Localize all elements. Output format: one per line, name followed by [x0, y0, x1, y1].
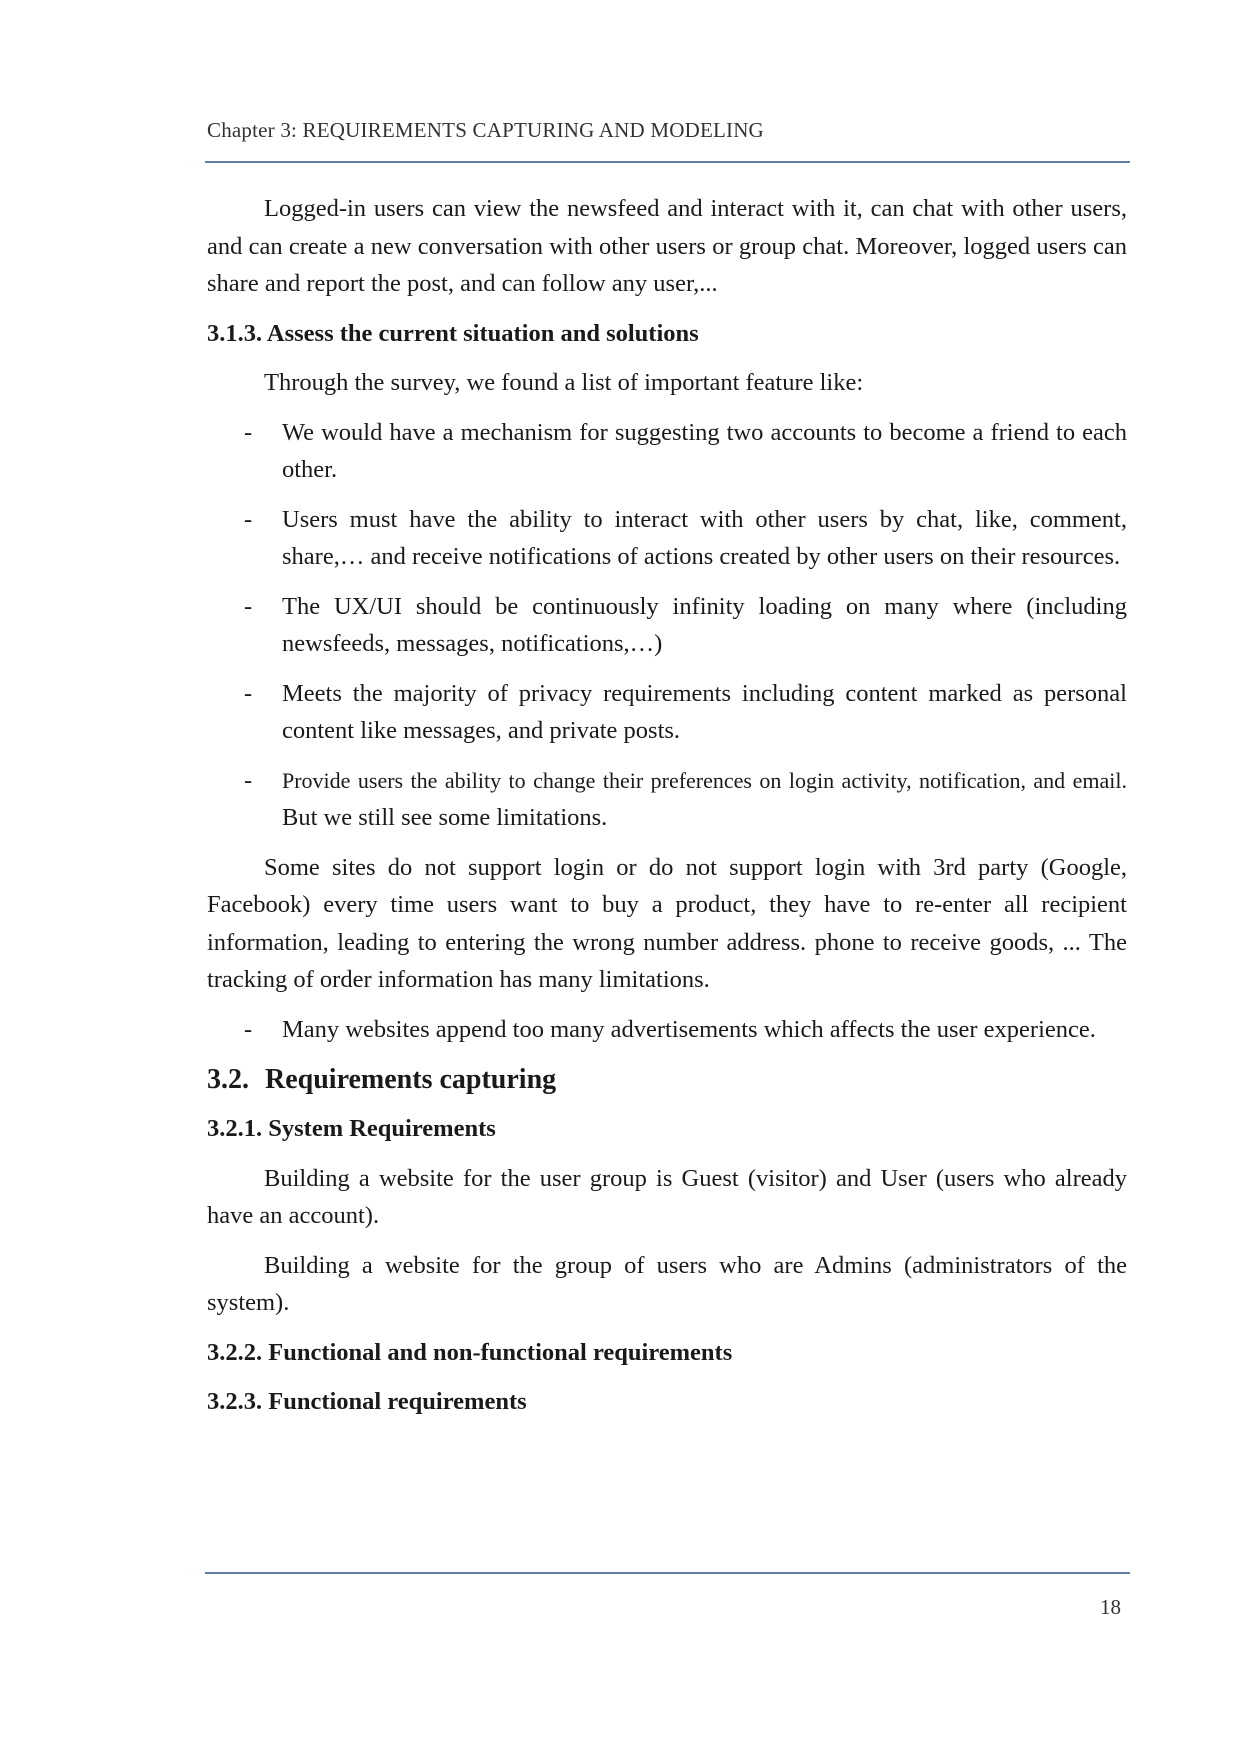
page-body — [207, 190, 1127, 1433]
heading-3-2 — [207, 1060, 1127, 1100]
feature-list — [207, 414, 1127, 837]
header-divider — [205, 161, 1130, 163]
list-item-text: We would have a mechanism for suggesting two accounts to become a friend to each other. — [282, 418, 1127, 483]
dash-bullet: - — [244, 505, 253, 533]
heading-3-2-3: 3.2.3. Functional requirements — [207, 1388, 527, 1415]
list-item-text-small: Provide users the ability to change their preferences on login activity, notification, and email. — [282, 767, 1127, 793]
heading-text: Requirements capturing — [265, 1064, 557, 1095]
list-item — [207, 675, 1127, 750]
paragraph-intro: Logged-in users can view the newsfeed and interact with it, can chat with other users, and can create a new conversation with other users or group chat. Moreover, logged users can share and report the post, and can follow any user,... — [207, 195, 1127, 297]
paragraph-guest: Building a website for the user group is Guest (visitor) and User (users who already have an account). — [207, 1164, 1127, 1229]
list-item — [207, 414, 1127, 489]
paragraph-limitations: Some sites do not support login or do not support login with 3rd party (Google, Facebook) every time users want to buy a product, they have to re-enter all recipient information, leading to entering the wrong number address. phone to receive goods, ... The tracking of order information has many limitations. — [207, 853, 1127, 993]
chapter-header: Chapter 3: REQUIREMENTS CAPTURING AND MODELING — [207, 118, 764, 142]
dash-bullet: - — [244, 418, 253, 446]
dash-bullet: - — [244, 592, 253, 620]
heading-number: 3.2. — [207, 1064, 249, 1095]
dash-bullet: - — [244, 679, 253, 707]
limitation-list — [207, 1011, 1127, 1049]
list-item — [207, 762, 1127, 837]
heading-3-1-3: 3.1.3. Assess the current situation and solutions — [207, 319, 699, 347]
dash-bullet: - — [244, 1015, 253, 1043]
list-item-text: Users must have the ability to interact with other users by chat, like, comment, share,… and receive notifications of actions created by other users on their resources. — [282, 505, 1127, 570]
dash-bullet: - — [244, 766, 253, 794]
paragraph-admin: Building a website for the group of users who are Admins (administrators of the system). — [207, 1251, 1127, 1316]
list-item-text: The UX/UI should be continuously infinity loading on many where (including newsfeeds, messages, notifications,…) — [282, 592, 1127, 657]
list-item — [207, 588, 1127, 663]
list-item — [207, 1011, 1127, 1049]
list-item-text: Many websites append too many advertisements which affects the user experience. — [282, 1015, 1096, 1043]
page-number: 18 — [1100, 1595, 1121, 1619]
list-item-text: But we still see some limitations. — [282, 804, 608, 831]
heading-3-2-2: 3.2.2. Functional and non-functional requirements — [207, 1338, 733, 1366]
list-item — [207, 501, 1127, 576]
footer-divider — [205, 1572, 1130, 1574]
paragraph-survey: Through the survey, we found a list of important feature like: — [264, 369, 864, 396]
heading-3-2-1: 3.2.1. System Requirements — [207, 1115, 496, 1142]
list-item-text: Meets the majority of privacy requirements including content marked as personal content like messages, and private posts. — [282, 679, 1127, 744]
